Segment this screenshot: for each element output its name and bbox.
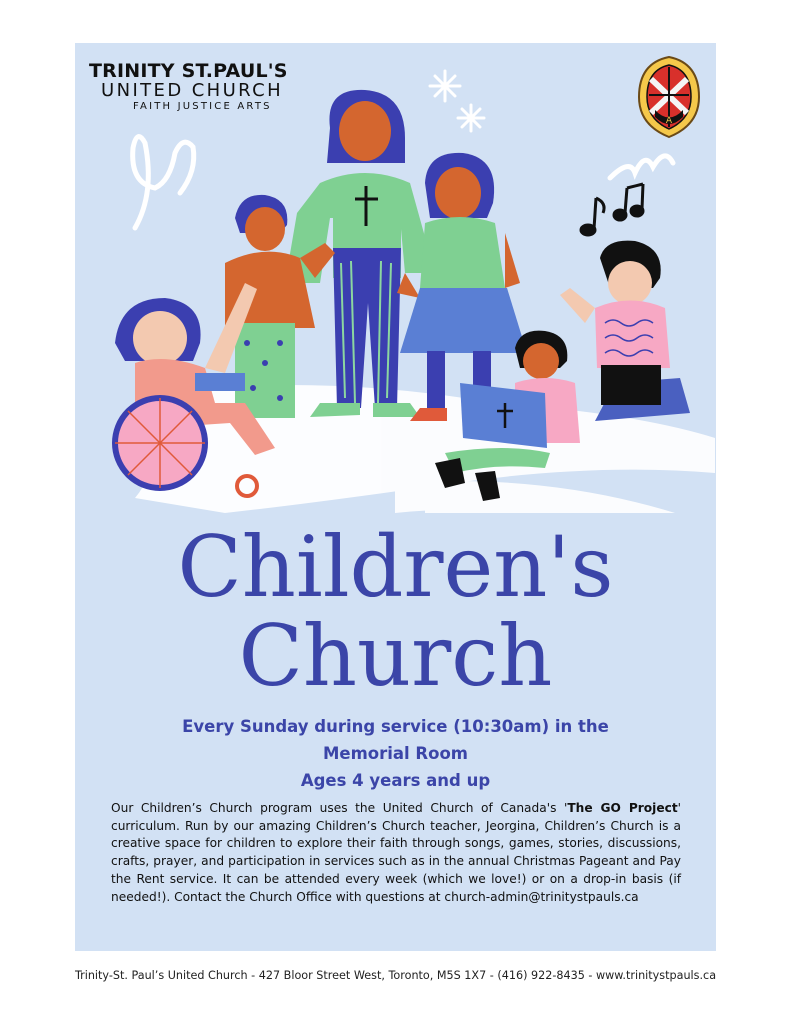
- girl-blue-skirt-figure: [400, 153, 527, 421]
- music-notes-icon: [581, 184, 643, 235]
- svg-text:A: A: [665, 116, 673, 126]
- org-name-line1: TRINITY ST.PAUL'S: [89, 60, 288, 82]
- schedule-line: Every Sunday during service (10:30am) in the: [182, 717, 609, 736]
- program-description: [111, 800, 681, 906]
- title-line2: Church: [238, 607, 553, 705]
- org-logo: [89, 61, 288, 114]
- title-line1: Children's: [177, 518, 614, 616]
- description-part1: Our Children’s Church program uses the United Church of Canada's ': [111, 801, 568, 815]
- scribble-decoration: [610, 156, 673, 178]
- org-name-line2: UNITED CHURCH: [101, 80, 284, 101]
- curriculum-name: The GO Project: [567, 801, 678, 815]
- location-line: Memorial Room: [322, 744, 469, 763]
- description-part2: ' curriculum. Run by our amazing Children’s Church teacher, Jeorgina, Children’s Church is a creative space for children to explore their faith through songs, games, stories, discussions, crafts, prayer, and participation in services such as in the annual Christmas Pageant and Pay the Rent service. It can be attended every week (which we love!) or on a drop-in basis (if needed!). Contact the Church Office with questions at church-admin@trinitystpauls.ca: [111, 801, 682, 904]
- adult-figure: [285, 90, 435, 417]
- boy-pink-shirt-figure: [560, 241, 690, 421]
- sparkle-icon: [430, 71, 484, 131]
- church-crest-icon: [637, 55, 701, 139]
- poster: [75, 43, 716, 951]
- footer-contact: Trinity-St. Paul’s United Church - 427 Bloor Street West, Toronto, M5S 1X7 - (416) 922-8435 - www.trinitystpauls.ca: [74, 969, 717, 982]
- ages-line: Ages 4 years and up: [300, 771, 491, 790]
- org-tagline: FAITH JUSTICE ARTS: [133, 101, 272, 112]
- swirl-decoration: [133, 137, 194, 228]
